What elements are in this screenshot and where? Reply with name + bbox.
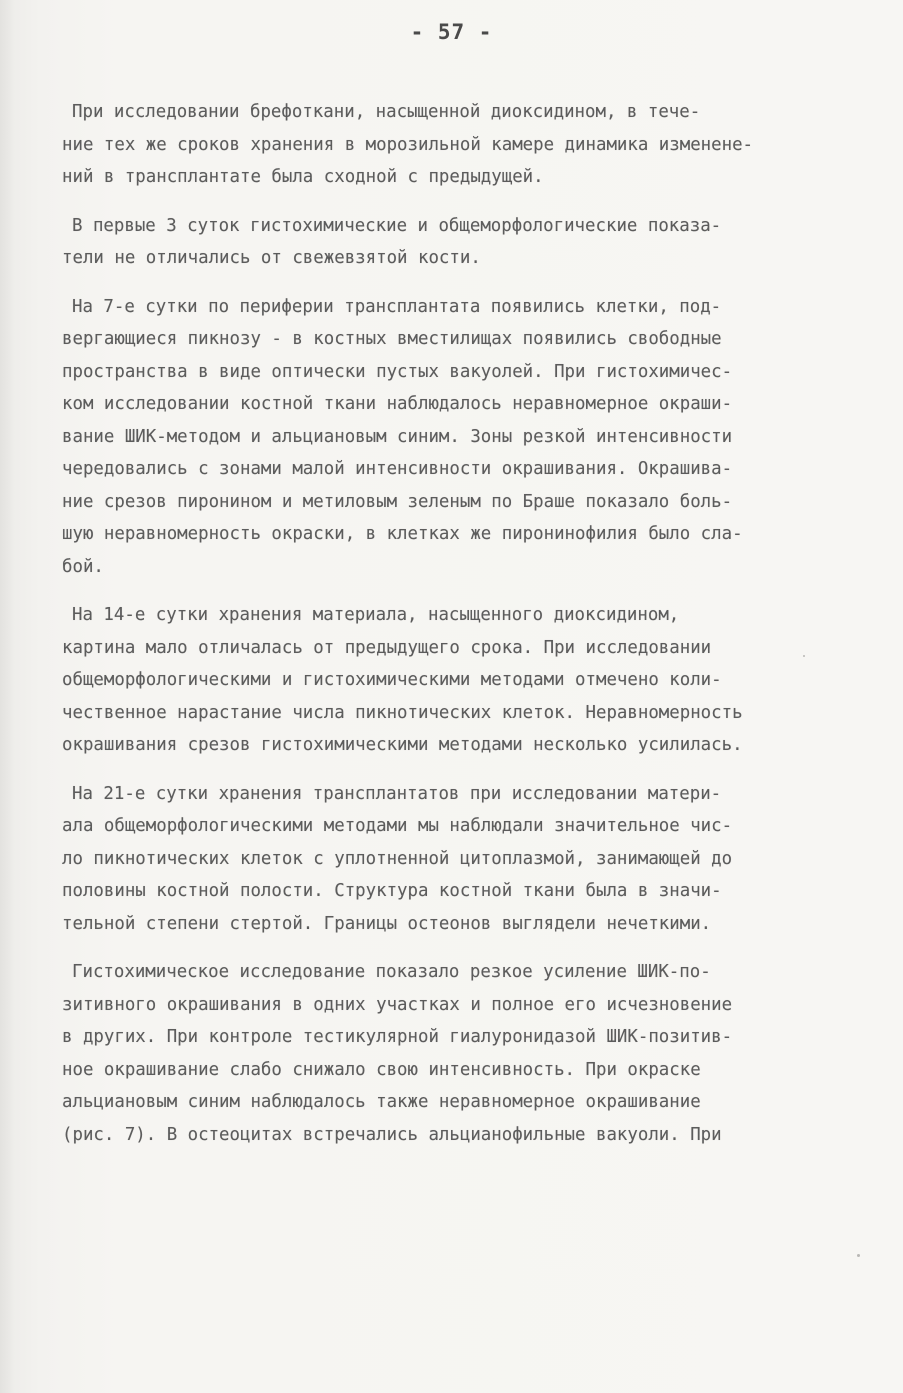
paragraph-2 — [62, 210, 862, 275]
text-line: На 7-е сутки по периферии трансплантата появились клетки, под- — [72, 296, 722, 317]
text-line: окрашивания срезов гистохимическими методами несколько усилилась. — [62, 735, 743, 755]
text-line: пространства в виде оптически пустых вакуолей. При гистохимичес- — [62, 361, 733, 382]
body-text — [62, 96, 862, 1167]
text-line: При исследовании брефоткани, насыщенной диоксидином, в тече- — [72, 102, 701, 122]
text-line: половины костной полости. Структура костной ткани была в значи- — [62, 881, 722, 901]
paragraph-6 — [62, 956, 862, 1151]
scan-speck — [803, 655, 805, 657]
page-number: - 57 - — [410, 20, 493, 44]
paragraph-3 — [62, 291, 862, 584]
text-line: чественное нарастание числа пикнотических клеток. Неравномерность — [62, 702, 743, 723]
text-line: зитивного окрашивания в одних участках и полное его исчезновение — [62, 994, 733, 1015]
paragraph-5 — [62, 778, 862, 941]
text-line: в других. При контроле тестикулярной гиалуронидазой ШИК-позитив- — [62, 1027, 733, 1047]
text-line: альциановым синим наблюдалось также неравномерное окрашивание — [62, 1092, 701, 1112]
text-line: ний в трансплантате была сходной с предыдущей. — [62, 167, 544, 187]
text-line: вание ШИК-методом и альциановым синим. Зоны резкой интенсивности — [62, 426, 733, 447]
text-line: бой. — [62, 556, 104, 577]
text-line: На 21-е сутки хранения трансплантатов при исследовании матери- — [72, 783, 722, 804]
text-line: чередовались с зонами малой интенсивности окрашивания. Окрашива- — [62, 459, 733, 479]
text-line: ние тех же сроков хранения в морозильной камере динамика изменене- — [62, 134, 754, 155]
text-line: ние срезов пиронином и метиловым зеленым по Браше показало боль- — [62, 491, 733, 512]
text-line: тели не отличались от свежевзятой кости. — [62, 248, 481, 268]
text-line: шую неравномерность окраски, в клетках же пиронинофилия было сла- — [62, 524, 743, 544]
text-line: ком исследовании костной ткани наблюдалось неравномерное окраши- — [62, 394, 733, 414]
text-line: картина мало отличалась от предыдущего срока. При исследовании — [62, 637, 712, 658]
text-line: В первые 3 суток гистохимические и общеморфологические показа- — [72, 215, 722, 236]
text-line: тельной степени стертой. Границы остеонов выглядели нечеткими. — [62, 913, 712, 934]
scan-speck — [857, 1254, 860, 1257]
text-line: (рис. 7). В остеоцитах встречались альцианофильные вакуоли. При — [62, 1124, 722, 1145]
text-line: На 14-е сутки хранения материала, насыщенного диоксидином, — [72, 605, 680, 625]
text-line: ное окрашивание слабо снижало свою интенсивность. При окраске — [62, 1059, 701, 1080]
paragraph-1 — [62, 96, 862, 194]
text-line: ала общеморфологическими методами мы наблюдали значительное чис- — [62, 816, 733, 836]
text-line: ло пикнотических клеток с уплотненной цитоплазмой, занимающей до — [62, 848, 733, 869]
text-line: вергающиеся пикнозу - в костных вместилищах появились свободные — [62, 329, 722, 349]
text-line: Гистохимическое исследование показало резкое усиление ШИК-по- — [72, 962, 711, 982]
paragraph-4 — [62, 599, 862, 762]
text-line: общеморфологическими и гистохимическими методами отмечено коли- — [62, 670, 722, 690]
